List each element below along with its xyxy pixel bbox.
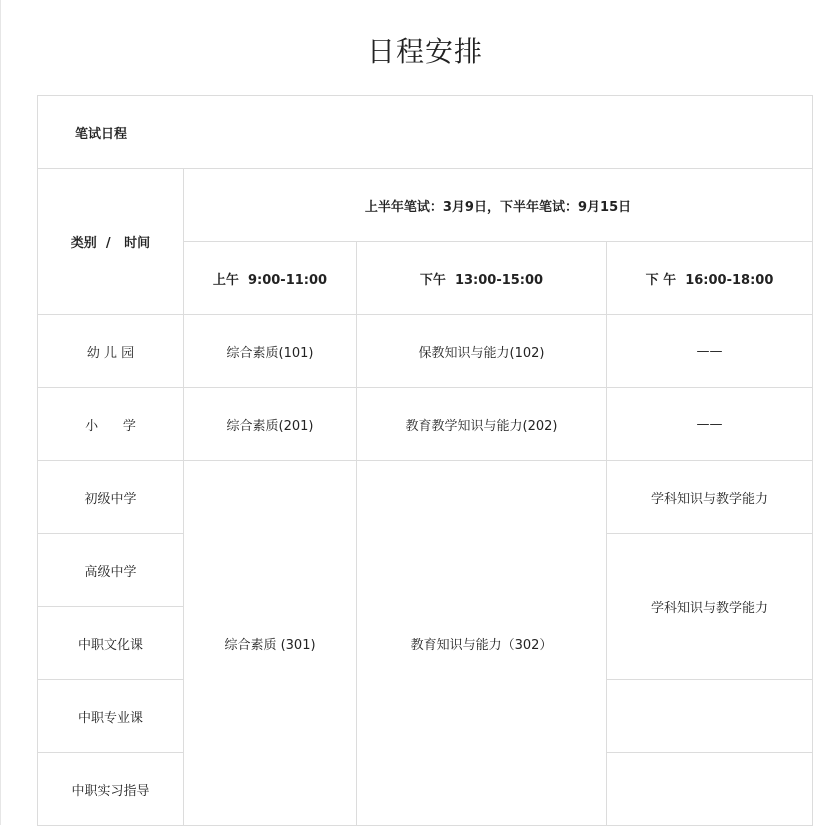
evening-subject-cell: —— xyxy=(607,315,813,388)
morning-subject-cell: 综合素质(101) xyxy=(184,315,357,388)
table-row-header-date xyxy=(38,169,813,242)
category-cell: 中职专业课 xyxy=(38,680,184,753)
category-cell: 高级中学 xyxy=(38,534,184,607)
category-cell: 初级中学 xyxy=(38,461,184,534)
category-cell: 中职文化课 xyxy=(38,607,184,680)
category-cell: 小 学 xyxy=(38,388,184,461)
morning-subject-cell: 综合素质(201) xyxy=(184,388,357,461)
evening-subject-cell: —— xyxy=(607,388,813,461)
evening-subject-cell-empty xyxy=(607,680,813,753)
table-row xyxy=(38,388,813,461)
evening-subject-cell-empty xyxy=(607,753,813,826)
page-left-border xyxy=(0,0,1,825)
category-cell: 中职实习指导 xyxy=(38,753,184,826)
category-time-header: 类别 / 时间 xyxy=(38,169,184,315)
table-row-section xyxy=(38,96,813,169)
table-row xyxy=(38,315,813,388)
shared-afternoon-subject-cell: 教育知识与能力（302） xyxy=(357,461,607,826)
section-title: 笔试日程 xyxy=(38,96,813,169)
exam-schedule-table xyxy=(37,95,813,826)
time-slot-morning: 上午 9:00-11:00 xyxy=(184,242,357,315)
page-title: 日程安排 xyxy=(366,35,483,68)
evening-subject-cell: 学科知识与教学能力 xyxy=(607,534,813,680)
exam-date-header: 上半年笔试：3月9日，下半年笔试：9月15日 xyxy=(184,169,813,242)
afternoon-subject-cell: 保教知识与能力(102) xyxy=(357,315,607,388)
evening-subject-cell: 学科知识与教学能力 xyxy=(607,461,813,534)
time-slot-evening: 下 午 16:00-18:00 xyxy=(607,242,813,315)
afternoon-subject-cell: 教育教学知识与能力(202) xyxy=(357,388,607,461)
time-slot-afternoon: 下午 13:00-15:00 xyxy=(357,242,607,315)
table-row xyxy=(38,461,813,534)
shared-morning-subject-cell: 综合素质 (301) xyxy=(184,461,357,826)
category-cell: 幼 儿 园 xyxy=(38,315,184,388)
